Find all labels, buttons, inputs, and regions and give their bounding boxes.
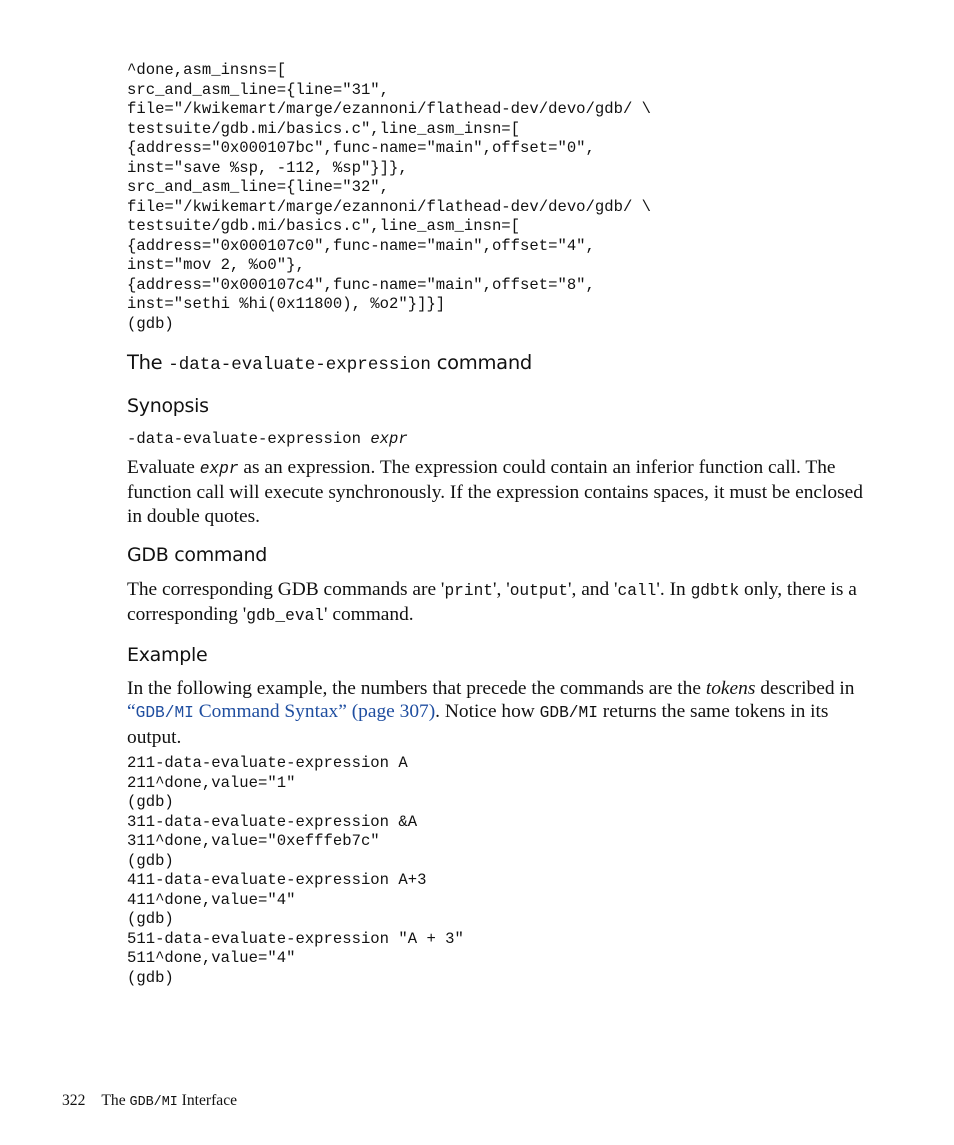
link-text: Command Syntax” (page 307) — [193, 701, 436, 723]
page-number: 322 — [62, 1092, 86, 1109]
description-lead: Evaluate — [127, 457, 200, 478]
example-text: returns the same tokens in its output. — [127, 701, 829, 748]
footer-text: The — [101, 1092, 130, 1109]
gdb-command-paragraph — [127, 578, 867, 629]
link-open-quote: “ — [127, 701, 136, 723]
example-code-block: 211-data-evaluate-expression A 211^done,value="1" (gdb) 311-data-evaluate-expression &A 311^done,value="0xefffeb7c" (gdb) 411-data-evaluate-expression A+3 411^done,value="4" (gdb) 511-data-evaluate-expression "A + 3" 511^done,value="4" (gdb) — [127, 754, 464, 987]
description-argument: expr — [199, 460, 239, 478]
description-text: as an expression. The expression could contain an inferior function call. The function call will execute synchronously. If the expression contains spaces, it must be enclosed in double quotes. — [127, 457, 863, 527]
asm-output-code-block: ^done,asm_insns=[ src_and_asm_line={line="31", file="/kwikemart/marge/ezannoni/flathead-dev/devo/gdb/ \ testsuite/gdb.mi/basics.c",line_asm_insn=[ {address="0x000107bc",func-name="main",offset="0", inst="save %sp, -112, %sp"}]}, src_and_asm_line={line="32", file="/kwikemart/marge/ezannoni/flathead-dev/devo/gdb/ \ testsuite/gdb.mi/basics.c",line_asm_insn=[ {address="0x000107c0",func-name="main",offset="4", inst="mov 2, %o0"}, {address="0x000107c4",func-name="main",offset="8", inst="sethi %hi(0x11800), %o2"}]}] (gdb) — [127, 61, 652, 333]
gdb-command-text: ' command. — [324, 604, 414, 626]
link-gdb-mi-code: GDB/MI — [135, 704, 194, 723]
gdb-command-text: The corresponding GDB commands are ' — [127, 579, 445, 600]
gdb-command-text: ', and ' — [568, 579, 618, 600]
example-heading: Example — [127, 644, 208, 666]
command-heading-name: -data-evaluate-expression — [168, 355, 431, 375]
gdb-command-text: ', ' — [493, 579, 510, 600]
command-heading — [127, 351, 532, 375]
gdb-command-text: only, there is a corresponding ' — [127, 579, 857, 626]
print-command-code: print — [444, 582, 494, 600]
tokens-term: tokens — [705, 678, 756, 699]
page-footer — [62, 1092, 237, 1110]
gdb-command-text: '. In — [656, 579, 691, 600]
footer-text: Interface — [177, 1092, 238, 1109]
command-heading-prefix: The — [127, 351, 169, 374]
description-paragraph — [127, 456, 867, 528]
synopsis-code — [127, 430, 408, 450]
synopsis-argument: expr — [370, 430, 408, 448]
footer-gdb-mi-code: GDB/MI — [129, 1095, 178, 1110]
call-command-code: call — [617, 582, 657, 600]
synopsis-heading: Synopsis — [127, 395, 209, 417]
example-text: In the following example, the numbers that precede the commands are the — [127, 678, 706, 699]
synopsis-command: -data-evaluate-expression — [127, 430, 371, 448]
example-text: . Notice how — [435, 701, 540, 723]
gdb-eval-code: gdb_eval — [246, 607, 324, 626]
output-command-code: output — [509, 582, 568, 600]
gdbtk-code: gdbtk — [690, 582, 740, 600]
command-heading-suffix: command — [430, 351, 532, 374]
gdb-mi-code: GDB/MI — [539, 704, 598, 723]
example-paragraph — [127, 677, 867, 749]
command-syntax-link[interactable] — [127, 701, 435, 722]
example-text: described in — [755, 678, 855, 699]
gdb-command-heading: GDB command — [127, 544, 267, 566]
